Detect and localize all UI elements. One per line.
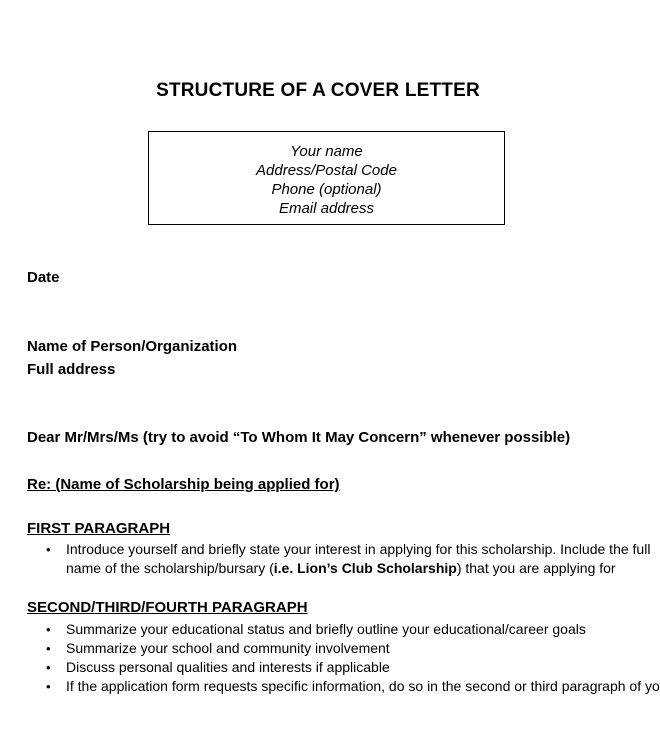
bullet-icon: • bbox=[46, 641, 51, 656]
re-line: Re: (Name of Scholarship being applied for) bbox=[27, 476, 340, 493]
sender-name-line: Your name bbox=[290, 143, 363, 160]
bullet-text: If the application form requests specific information, do so in the second or third paragraph of yo bbox=[66, 678, 660, 694]
second-paragraph-heading: SECOND/THIRD/FOURTH PARAGRAPH bbox=[27, 599, 308, 616]
first-paragraph-bullets bbox=[46, 540, 651, 578]
bullet-text: Summarize your school and community involvement bbox=[66, 640, 390, 656]
bullet-icon: • bbox=[46, 679, 51, 694]
bullet-icon: • bbox=[46, 622, 51, 637]
date-label: Date bbox=[27, 269, 60, 286]
first-paragraph-heading: FIRST PARAGRAPH bbox=[27, 520, 171, 537]
bullet-icon: • bbox=[46, 542, 51, 557]
list-item bbox=[46, 639, 606, 658]
bullet-text-line1: Introduce yourself and briefly state your interest in applying for this scholarship. Include the full bbox=[66, 541, 651, 557]
sender-email-line: Email address bbox=[278, 200, 375, 217]
list-item bbox=[46, 677, 660, 696]
bullet-text: Discuss personal qualities and interests if applicable bbox=[66, 659, 390, 675]
recipient-name-label: Name of Person/Organization bbox=[27, 338, 238, 355]
bullet-text: Summarize your educational status and briefly outline your educational/career goals bbox=[66, 621, 586, 637]
bullet-text-line2-end: ) that you are applying for bbox=[456, 560, 616, 576]
list-item bbox=[46, 540, 651, 578]
sender-phone-line: Phone (optional) bbox=[271, 181, 382, 198]
bullet-text-line2-start: name of the scholarship/bursary ( bbox=[66, 560, 274, 576]
page-title: STRUCTURE OF A COVER LETTER bbox=[156, 80, 480, 101]
sender-address-box bbox=[148, 131, 505, 225]
recipient-address-label: Full address bbox=[27, 361, 116, 378]
bullet-text-example: i.e. Lion’s Club Scholarship bbox=[273, 560, 457, 576]
salutation-line: Dear Mr/Mrs/Ms (try to avoid “To Whom It May Concern” whenever possible) bbox=[27, 429, 571, 446]
list-item bbox=[46, 658, 606, 677]
bullet-icon: • bbox=[46, 660, 51, 675]
sender-address-line: Address/Postal Code bbox=[256, 162, 397, 179]
second-paragraph-bullets bbox=[46, 620, 660, 696]
list-item bbox=[46, 620, 606, 639]
